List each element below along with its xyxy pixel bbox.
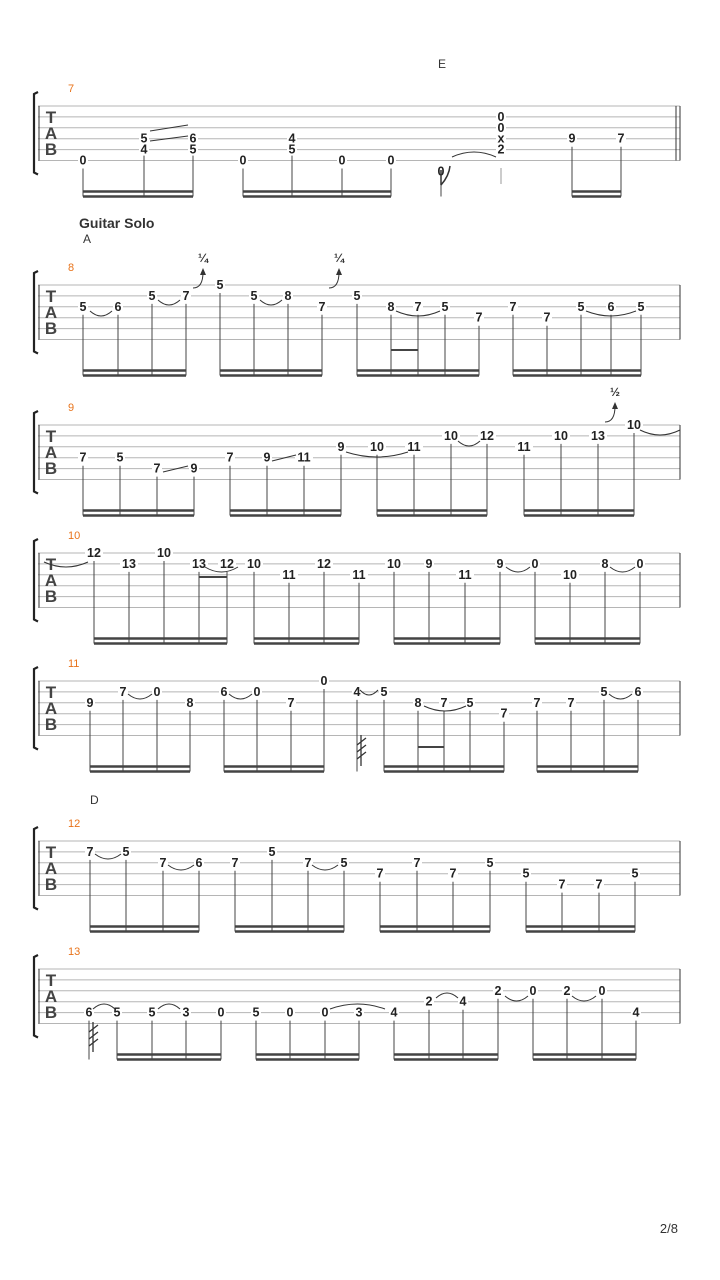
fret-number: 2 bbox=[563, 983, 571, 998]
fret-number: 8 bbox=[601, 556, 609, 571]
slur-arc bbox=[360, 690, 378, 695]
bend-amount: ¼ bbox=[333, 251, 345, 265]
fret-number: 10 bbox=[563, 567, 577, 582]
fret-number: 5 bbox=[577, 299, 585, 314]
fret-number: 5 bbox=[148, 1005, 156, 1020]
fret-number: 11 bbox=[517, 439, 531, 454]
fret-number: 0 bbox=[321, 1005, 329, 1020]
slur-arc bbox=[506, 567, 530, 572]
fret-number: 8 bbox=[284, 288, 292, 303]
fret-number: 7 bbox=[414, 299, 422, 314]
fret-number: 7 bbox=[226, 450, 234, 465]
slur-arc bbox=[640, 430, 680, 435]
tab-system-7 bbox=[34, 92, 680, 197]
fret-number: 10 bbox=[444, 428, 458, 443]
tab-system-8 bbox=[34, 271, 680, 376]
fret-number: 0 bbox=[497, 109, 505, 124]
measure-number: 12 bbox=[68, 818, 81, 830]
fret-number: 4 bbox=[390, 1005, 398, 1020]
system-bracket bbox=[34, 92, 38, 175]
fret-number: 5 bbox=[122, 844, 130, 859]
fret-number: 6 bbox=[189, 131, 197, 146]
bend-amount: ¼ bbox=[197, 251, 209, 265]
fret-number: 0 bbox=[153, 684, 161, 699]
tab-clef-letter: A bbox=[44, 571, 58, 590]
fret-number: 7 bbox=[79, 450, 87, 465]
measure-number: 13 bbox=[68, 946, 81, 958]
bend-arrow-head bbox=[612, 402, 618, 409]
fret-number: 0 bbox=[286, 1005, 294, 1020]
tab-clef-letter: T bbox=[45, 555, 57, 574]
tab-clef-letter: A bbox=[44, 987, 58, 1006]
measure-number: 9 bbox=[68, 402, 75, 414]
tab-clef-letter: B bbox=[44, 1003, 58, 1022]
tremolo-mark bbox=[357, 735, 366, 766]
tab-clef-letter: T bbox=[45, 971, 57, 990]
fret-number: 0 bbox=[239, 153, 247, 168]
slur-arc bbox=[436, 993, 458, 998]
fret-number: 7 bbox=[543, 310, 551, 325]
fret-number: 5 bbox=[522, 866, 530, 881]
tab-system-12 bbox=[34, 827, 680, 932]
chord-label: D bbox=[90, 793, 99, 807]
fret-number: 0 bbox=[320, 674, 328, 688]
fret-number: 5 bbox=[216, 278, 224, 292]
bend-arrow-head bbox=[336, 268, 342, 275]
fret-number: 0 bbox=[598, 983, 606, 998]
chord-label: A bbox=[83, 232, 92, 246]
fret-number: 13 bbox=[192, 556, 206, 571]
fret-number: 9 bbox=[86, 695, 94, 710]
measure-number: 11 bbox=[68, 658, 80, 670]
tab-clef-letter: B bbox=[44, 140, 58, 159]
fret-number: 12 bbox=[220, 556, 234, 571]
slur-arc bbox=[95, 854, 121, 859]
measure-number: 10 bbox=[68, 530, 81, 542]
slur-arc bbox=[505, 996, 528, 1001]
tab-clef-letter: A bbox=[44, 124, 58, 143]
fret-number: 5 bbox=[113, 1005, 121, 1020]
fret-number: 9 bbox=[263, 450, 271, 465]
fret-number: 12 bbox=[317, 556, 331, 571]
fret-number: 7 bbox=[182, 288, 190, 303]
fret-number: 9 bbox=[190, 461, 198, 476]
slur-arc bbox=[452, 152, 496, 157]
fret-number: 7 bbox=[159, 855, 167, 870]
fret-number: 4 bbox=[288, 131, 296, 146]
tab-clef-letter: B bbox=[44, 875, 58, 894]
fret-number: 8 bbox=[414, 695, 422, 710]
system-bracket bbox=[34, 539, 38, 622]
system-bracket bbox=[34, 271, 38, 354]
page-number: 2/8 bbox=[659, 1221, 678, 1236]
tab-system-10 bbox=[34, 539, 680, 644]
system-bracket bbox=[34, 955, 38, 1038]
fret-number: 3 bbox=[182, 1005, 190, 1020]
slur-arc bbox=[158, 300, 180, 305]
slur-arc bbox=[312, 865, 338, 870]
fret-number: 7 bbox=[558, 877, 566, 892]
fret-number: 9 bbox=[568, 131, 576, 146]
measure-number: 7 bbox=[68, 83, 75, 95]
fret-number: 7 bbox=[509, 299, 517, 314]
fret-number: 7 bbox=[304, 855, 312, 870]
slur-arc bbox=[458, 441, 480, 446]
fret-number: 0 bbox=[387, 153, 395, 168]
fret-number: 0 bbox=[217, 1005, 225, 1020]
fret-number: 0 bbox=[338, 153, 346, 168]
fret-number: 3 bbox=[355, 1005, 363, 1020]
fret-number: 10 bbox=[627, 418, 641, 432]
fret-number: 2 bbox=[497, 142, 505, 157]
fret-number: 4 bbox=[353, 684, 361, 699]
fret-number: 9 bbox=[337, 439, 345, 454]
fret-number: 7 bbox=[533, 695, 541, 710]
tab-clef-letter: B bbox=[44, 587, 58, 606]
tab-clef-letter: A bbox=[44, 303, 58, 322]
tab-clef-letter: T bbox=[45, 683, 57, 702]
fret-number: 11 bbox=[282, 567, 296, 582]
fret-number: 6 bbox=[114, 299, 122, 314]
fret-number: 7 bbox=[440, 695, 448, 710]
fret-number: 4 bbox=[459, 994, 467, 1009]
fret-number: 7 bbox=[119, 684, 127, 699]
fret-number: 8 bbox=[387, 299, 395, 314]
slur-arc bbox=[93, 1004, 115, 1009]
fret-number: 10 bbox=[370, 439, 384, 454]
fret-number: 7 bbox=[86, 844, 94, 859]
bend-amount: ½ bbox=[609, 385, 621, 399]
fret-number: 6 bbox=[607, 299, 615, 314]
system-bracket bbox=[34, 667, 38, 750]
fret-number: 5 bbox=[268, 844, 276, 859]
fret-number: 10 bbox=[247, 556, 261, 571]
fret-number: 13 bbox=[122, 556, 136, 571]
tremolo-mark bbox=[89, 1022, 98, 1052]
fret-number: 2 bbox=[425, 994, 433, 1009]
fret-number: 5 bbox=[140, 131, 148, 146]
tab-clef-letter: A bbox=[44, 699, 58, 718]
fret-number: 7 bbox=[595, 877, 603, 892]
slur-arc bbox=[90, 311, 112, 316]
fret-number: 5 bbox=[116, 450, 124, 465]
fret-number: 5 bbox=[600, 684, 608, 699]
tab-clef-letter: T bbox=[45, 843, 57, 862]
fret-number: 5 bbox=[340, 855, 348, 870]
fret-number: 7 bbox=[153, 461, 161, 476]
slur-arc bbox=[609, 694, 632, 699]
fret-number: 11 bbox=[352, 567, 366, 582]
fret-number: 5 bbox=[486, 855, 494, 870]
fret-number: 12 bbox=[87, 546, 101, 560]
fret-number: 0 bbox=[253, 684, 261, 699]
fret-number: 7 bbox=[376, 866, 384, 881]
tab-system-11 bbox=[34, 667, 680, 772]
fret-number: 7 bbox=[617, 131, 625, 146]
fret-number: 0 bbox=[437, 164, 445, 179]
bend-arrow-head bbox=[200, 268, 206, 275]
fret-number: 5 bbox=[252, 1005, 260, 1020]
fret-number: 5 bbox=[631, 866, 639, 881]
fret-number: 5 bbox=[466, 695, 474, 710]
fret-number: 7 bbox=[413, 855, 421, 870]
fret-number: 0 bbox=[529, 983, 537, 998]
fret-number: x bbox=[497, 131, 505, 146]
fret-number: 5 bbox=[353, 288, 361, 303]
fret-number: 2 bbox=[494, 983, 502, 998]
slur-arc bbox=[572, 996, 596, 1001]
tab-clef-letter: A bbox=[44, 859, 58, 878]
tab-clef-letter: A bbox=[44, 443, 58, 462]
fret-number: 10 bbox=[157, 546, 171, 560]
fret-number: 5 bbox=[189, 142, 197, 157]
fret-number: 5 bbox=[441, 299, 449, 314]
fret-number: 11 bbox=[407, 439, 421, 454]
fret-number: 6 bbox=[85, 1005, 93, 1020]
fret-number: 0 bbox=[79, 153, 87, 168]
fret-number: 7 bbox=[318, 299, 326, 314]
fret-number: 5 bbox=[380, 684, 388, 699]
fret-number: 11 bbox=[458, 567, 472, 582]
fret-number: 6 bbox=[220, 684, 228, 699]
fret-number: 7 bbox=[287, 695, 295, 710]
slur-arc bbox=[610, 567, 635, 572]
fret-number: 6 bbox=[195, 855, 203, 870]
slur-arc bbox=[158, 1004, 180, 1009]
tab-clef-letter: B bbox=[44, 459, 58, 478]
fret-number: 5 bbox=[250, 288, 258, 303]
fret-number: 4 bbox=[140, 142, 148, 157]
fret-number: 9 bbox=[496, 556, 504, 571]
slur-arc bbox=[168, 865, 194, 870]
fret-number: 8 bbox=[186, 695, 194, 710]
fret-number: 12 bbox=[480, 428, 494, 443]
fret-number: 5 bbox=[637, 299, 645, 314]
fret-number: 0 bbox=[636, 556, 644, 571]
fret-number: 0 bbox=[497, 120, 505, 135]
fret-number: 7 bbox=[449, 866, 457, 881]
fret-number: 4 bbox=[632, 1005, 640, 1020]
fret-number: 0 bbox=[531, 556, 539, 571]
fret-number: 5 bbox=[79, 299, 87, 314]
fret-number: 5 bbox=[288, 142, 296, 157]
measure-number: 8 bbox=[68, 262, 75, 274]
fret-number: 10 bbox=[554, 428, 568, 443]
system-bracket bbox=[34, 827, 38, 910]
fret-number: 7 bbox=[567, 695, 575, 710]
fret-number: 9 bbox=[425, 556, 433, 571]
fret-number: 7 bbox=[500, 706, 508, 721]
fret-number: 13 bbox=[591, 428, 605, 443]
section-heading: Guitar Solo bbox=[79, 215, 155, 231]
system-bracket bbox=[34, 411, 38, 494]
fret-number: 5 bbox=[148, 288, 156, 303]
fret-number: 7 bbox=[231, 855, 239, 870]
fret-number: 6 bbox=[634, 684, 642, 699]
slur-arc bbox=[128, 694, 152, 699]
tab-clef-letter: B bbox=[44, 715, 58, 734]
tab-clef-letter: B bbox=[44, 319, 58, 338]
tab-system-9 bbox=[34, 411, 680, 516]
slur-arc bbox=[260, 300, 282, 305]
tab-clef-letter: T bbox=[45, 108, 57, 127]
tab-clef-letter: T bbox=[45, 287, 57, 306]
chord-label: E bbox=[438, 57, 447, 71]
fret-number: 10 bbox=[387, 556, 401, 571]
fret-number: 11 bbox=[297, 450, 311, 465]
slur-arc bbox=[229, 694, 252, 699]
fret-number: 7 bbox=[475, 310, 483, 325]
tab-clef-letter: T bbox=[45, 427, 57, 446]
